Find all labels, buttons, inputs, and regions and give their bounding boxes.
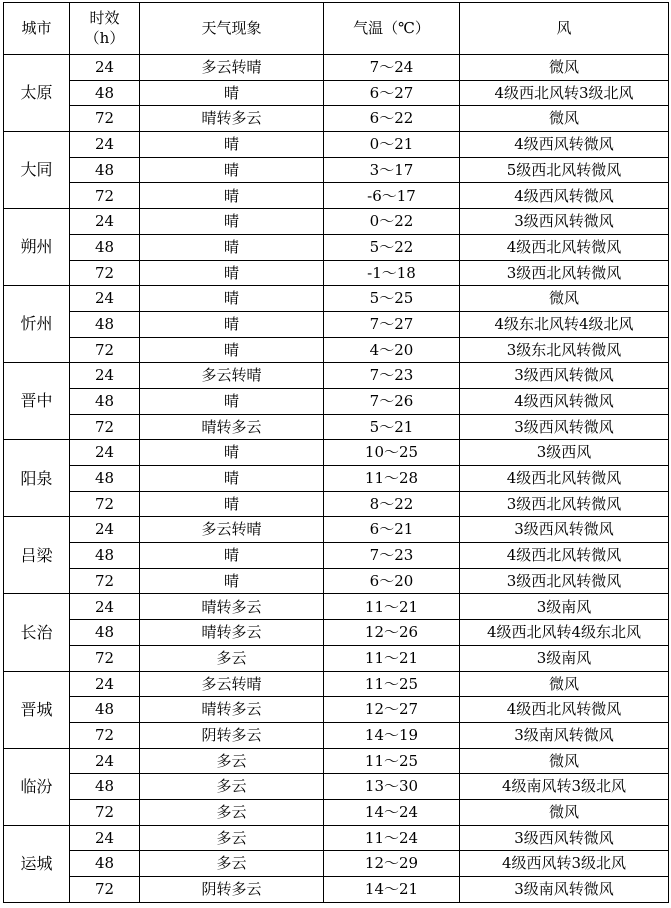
temperature-cell: 11～24 (324, 825, 460, 851)
table-row (4, 466, 669, 492)
period-cell: 24 (70, 594, 140, 620)
temperature-cell: 14～24 (324, 799, 460, 825)
table-row (4, 132, 669, 158)
city-cell: 朔州 (4, 209, 70, 286)
table-row (4, 671, 669, 697)
table-row (4, 183, 669, 209)
table-row (4, 877, 669, 903)
weather-cell: 晴 (140, 132, 324, 158)
table-row (4, 414, 669, 440)
wind-cell: 微风 (460, 286, 669, 312)
wind-cell: 3级南风 (460, 645, 669, 671)
weather-cell: 多云 (140, 799, 324, 825)
wind-cell: 5级西北风转微风 (460, 157, 669, 183)
period-cell: 72 (70, 877, 140, 903)
temperature-cell: 6～20 (324, 568, 460, 594)
header-period-label: 时效 (89, 9, 120, 27)
wind-cell: 4级西风转微风 (460, 183, 669, 209)
weather-cell: 晴 (140, 183, 324, 209)
weather-cell: 多云 (140, 825, 324, 851)
weather-cell: 晴转多云 (140, 620, 324, 646)
header-weather: 天气现象 (140, 3, 324, 55)
wind-cell: 3级南风转微风 (460, 722, 669, 748)
wind-cell: 3级西风转微风 (460, 414, 669, 440)
wind-cell: 4级西北风转微风 (460, 543, 669, 569)
period-cell: 24 (70, 209, 140, 235)
city-cell: 长治 (4, 594, 70, 671)
wind-cell: 3级南风 (460, 594, 669, 620)
temperature-cell: 14～21 (324, 877, 460, 903)
period-cell: 48 (70, 157, 140, 183)
city-cell: 运城 (4, 825, 70, 902)
temperature-cell: 6～27 (324, 80, 460, 106)
weather-cell: 晴 (140, 209, 324, 235)
period-cell: 72 (70, 799, 140, 825)
table-row (4, 491, 669, 517)
temperature-cell: 3～17 (324, 157, 460, 183)
weather-cell: 多云 (140, 645, 324, 671)
weather-cell: 晴转多云 (140, 697, 324, 723)
period-cell: 48 (70, 80, 140, 106)
header-temperature: 气温（℃） (324, 3, 460, 55)
weather-cell: 晴转多云 (140, 414, 324, 440)
weather-cell: 晴 (140, 388, 324, 414)
weather-cell: 多云转晴 (140, 363, 324, 389)
weather-cell: 多云转晴 (140, 55, 324, 81)
table-row (4, 260, 669, 286)
period-cell: 24 (70, 55, 140, 81)
weather-cell: 多云 (140, 851, 324, 877)
period-cell: 24 (70, 748, 140, 774)
city-cell: 大同 (4, 132, 70, 209)
period-cell: 24 (70, 286, 140, 312)
period-cell: 72 (70, 722, 140, 748)
table-row (4, 722, 669, 748)
header-city: 城市 (4, 3, 70, 55)
wind-cell: 4级西北风转微风 (460, 466, 669, 492)
period-cell: 24 (70, 363, 140, 389)
period-cell: 72 (70, 568, 140, 594)
weather-cell: 晴 (140, 543, 324, 569)
wind-cell: 微风 (460, 55, 669, 81)
wind-cell: 3级西风转微风 (460, 363, 669, 389)
weather-cell: 晴 (140, 157, 324, 183)
weather-cell: 晴转多云 (140, 106, 324, 132)
temperature-cell: 7～23 (324, 363, 460, 389)
wind-cell: 3级南风转微风 (460, 877, 669, 903)
wind-cell: 3级西风 (460, 440, 669, 466)
wind-cell: 4级西风转3级北风 (460, 851, 669, 877)
weather-cell: 多云 (140, 748, 324, 774)
temperature-cell: 11～21 (324, 594, 460, 620)
wind-cell: 4级西风转微风 (460, 388, 669, 414)
temperature-cell: 7～23 (324, 543, 460, 569)
table-row (4, 568, 669, 594)
temperature-cell: 6～22 (324, 106, 460, 132)
table-row (4, 311, 669, 337)
temperature-cell: 11～21 (324, 645, 460, 671)
table-row (4, 799, 669, 825)
table-row (4, 157, 669, 183)
wind-cell: 微风 (460, 799, 669, 825)
table-body (4, 55, 669, 903)
wind-cell: 3级西北风转微风 (460, 491, 669, 517)
table-row (4, 748, 669, 774)
wind-cell: 微风 (460, 106, 669, 132)
weather-cell: 多云转晴 (140, 517, 324, 543)
temperature-cell: 12～27 (324, 697, 460, 723)
weather-cell: 晴 (140, 286, 324, 312)
table-header (4, 3, 669, 55)
table-row (4, 697, 669, 723)
table-row (4, 645, 669, 671)
temperature-cell: -1～18 (324, 260, 460, 286)
temperature-cell: 0～21 (324, 132, 460, 158)
city-cell: 晋中 (4, 363, 70, 440)
city-cell: 吕梁 (4, 517, 70, 594)
period-cell: 48 (70, 388, 140, 414)
period-cell: 48 (70, 697, 140, 723)
table-row (4, 440, 669, 466)
period-cell: 72 (70, 337, 140, 363)
weather-cell: 多云 (140, 774, 324, 800)
weather-cell: 晴 (140, 440, 324, 466)
wind-cell: 4级西北风转微风 (460, 234, 669, 260)
table-row (4, 825, 669, 851)
period-cell: 72 (70, 183, 140, 209)
header-period (70, 3, 140, 55)
table-row (4, 286, 669, 312)
temperature-cell: 11～25 (324, 671, 460, 697)
period-cell: 48 (70, 774, 140, 800)
table-row (4, 80, 669, 106)
weather-cell: 晴 (140, 260, 324, 286)
period-cell: 24 (70, 440, 140, 466)
temperature-cell: 11～28 (324, 466, 460, 492)
wind-cell: 3级东北风转微风 (460, 337, 669, 363)
temperature-cell: 6～21 (324, 517, 460, 543)
weather-cell: 晴 (140, 311, 324, 337)
wind-cell: 微风 (460, 671, 669, 697)
weather-cell: 晴 (140, 234, 324, 260)
city-cell: 忻州 (4, 286, 70, 363)
weather-cell: 晴转多云 (140, 594, 324, 620)
city-cell: 晋城 (4, 671, 70, 748)
weather-cell: 晴 (140, 568, 324, 594)
table-row (4, 106, 669, 132)
wind-cell: 微风 (460, 748, 669, 774)
period-cell: 48 (70, 620, 140, 646)
wind-cell: 4级南风转3级北风 (460, 774, 669, 800)
table-row (4, 363, 669, 389)
period-cell: 72 (70, 414, 140, 440)
wind-cell: 3级西风转微风 (460, 825, 669, 851)
period-cell: 24 (70, 671, 140, 697)
city-cell: 临汾 (4, 748, 70, 825)
temperature-cell: 7～24 (324, 55, 460, 81)
city-cell: 阳泉 (4, 440, 70, 517)
period-cell: 72 (70, 645, 140, 671)
table-row (4, 234, 669, 260)
table-row (4, 209, 669, 235)
temperature-cell: 7～26 (324, 388, 460, 414)
weather-cell: 晴 (140, 337, 324, 363)
table-row (4, 594, 669, 620)
city-cell: 太原 (4, 55, 70, 132)
header-wind: 风 (460, 3, 669, 55)
temperature-cell: 4～20 (324, 337, 460, 363)
temperature-cell: 12～29 (324, 851, 460, 877)
period-cell: 48 (70, 234, 140, 260)
temperature-cell: 5～25 (324, 286, 460, 312)
forecast-table (3, 2, 669, 903)
table-row (4, 55, 669, 81)
period-cell: 24 (70, 132, 140, 158)
weather-cell: 阴转多云 (140, 722, 324, 748)
table-row (4, 620, 669, 646)
temperature-cell: 8～22 (324, 491, 460, 517)
temperature-cell: 0～22 (324, 209, 460, 235)
temperature-cell: 13～30 (324, 774, 460, 800)
weather-cell: 晴 (140, 466, 324, 492)
wind-cell: 3级西北风转微风 (460, 260, 669, 286)
period-cell: 24 (70, 825, 140, 851)
temperature-cell: 14～19 (324, 722, 460, 748)
temperature-cell: 11～25 (324, 748, 460, 774)
period-cell: 48 (70, 466, 140, 492)
period-cell: 72 (70, 260, 140, 286)
period-cell: 72 (70, 106, 140, 132)
wind-cell: 4级东北风转4级北风 (460, 311, 669, 337)
wind-cell: 4级西北风转3级北风 (460, 80, 669, 106)
temperature-cell: 10～25 (324, 440, 460, 466)
period-cell: 48 (70, 311, 140, 337)
period-cell: 24 (70, 517, 140, 543)
temperature-cell: 5～22 (324, 234, 460, 260)
temperature-cell: 7～27 (324, 311, 460, 337)
table-row (4, 388, 669, 414)
table-row (4, 337, 669, 363)
weather-cell: 阴转多云 (140, 877, 324, 903)
period-cell: 72 (70, 491, 140, 517)
weather-cell: 多云转晴 (140, 671, 324, 697)
wind-cell: 3级西风转微风 (460, 517, 669, 543)
wind-cell: 3级西风转微风 (460, 209, 669, 235)
wind-cell: 4级西北风转4级东北风 (460, 620, 669, 646)
temperature-cell: -6～17 (324, 183, 460, 209)
temperature-cell: 5～21 (324, 414, 460, 440)
table-row (4, 851, 669, 877)
header-period-unit: （h） (84, 28, 125, 47)
wind-cell: 4级西北风转微风 (460, 697, 669, 723)
wind-cell: 4级西风转微风 (460, 132, 669, 158)
table-row (4, 774, 669, 800)
table-row (4, 543, 669, 569)
table-row (4, 517, 669, 543)
header-row (4, 3, 669, 55)
wind-cell: 3级西北风转微风 (460, 568, 669, 594)
period-cell: 48 (70, 543, 140, 569)
weather-cell: 晴 (140, 491, 324, 517)
period-cell: 48 (70, 851, 140, 877)
weather-cell: 晴 (140, 80, 324, 106)
temperature-cell: 12～26 (324, 620, 460, 646)
